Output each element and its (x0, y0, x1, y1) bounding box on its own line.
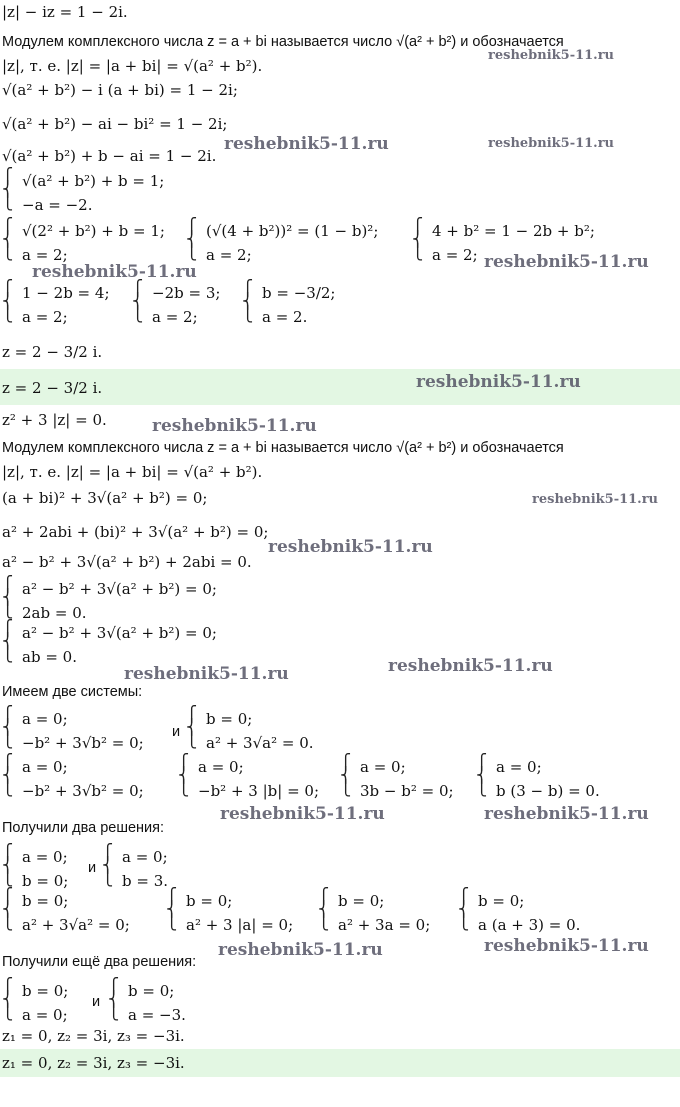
brace-icon: ⎧ ⎨ ⎩ (2, 977, 14, 1021)
brace-icon: ⎧ ⎨ ⎩ (2, 887, 14, 931)
brace-icon: ⎧ ⎨ ⎩ (2, 619, 14, 663)
brace-icon: ⎧ ⎨ ⎩ (186, 217, 198, 261)
text-line: Получили два решения: (2, 820, 165, 836)
equation-line: (a + bi)² + 3√(a² + b²) = 0; (2, 489, 208, 507)
text-line: Модулем комплексного числа z = a + bi называется число √(a² + b²) и обозначается (2, 440, 564, 456)
brace-icon: ⎧ ⎨ ⎩ (2, 705, 14, 749)
brace-icon: ⎧ ⎨ ⎩ (102, 843, 114, 887)
watermark: reshebnik5-11.ru (532, 492, 659, 507)
brace-icon: ⎧ ⎨ ⎩ (166, 887, 178, 931)
conjunction-and: и (88, 860, 97, 876)
watermark: reshebnik5-11.ru (484, 936, 649, 956)
brace-icon: ⎧ ⎨ ⎩ (178, 753, 190, 797)
equation-line: √(a² + b²) − i (a + bi) = 1 − 2i; (2, 81, 238, 99)
watermark: reshebnik5-11.ru (220, 804, 385, 824)
watermark: reshebnik5-11.ru (268, 537, 433, 557)
brace-icon: ⎧ ⎨ ⎩ (2, 279, 14, 323)
answer-line: z = 2 − 3/2 i. (2, 379, 103, 397)
brace-icon: ⎧ ⎨ ⎩ (476, 753, 488, 797)
watermark: reshebnik5-11.ru (488, 48, 615, 63)
brace-icon: ⎧ ⎨ ⎩ (108, 977, 120, 1021)
brace-icon: ⎧ ⎨ ⎩ (2, 217, 14, 261)
equation-line: |z|, т. е. |z| = |a + bi| = √(a² + b²). (2, 463, 263, 481)
text-line: Имеем две системы: (2, 684, 143, 700)
watermark: reshebnik5-11.ru (32, 262, 197, 282)
watermark: reshebnik5-11.ru (416, 372, 581, 392)
brace-icon: ⎧ ⎨ ⎩ (2, 753, 14, 797)
brace-icon: ⎧ ⎨ ⎩ (186, 705, 198, 749)
equation-line: z² + 3 |z| = 0. (2, 411, 107, 429)
brace-icon: ⎧ ⎨ ⎩ (2, 167, 14, 211)
conjunction-and: и (172, 724, 181, 740)
brace-icon: ⎧ ⎨ ⎩ (132, 279, 144, 323)
equation-line: √(a² + b²) − ai − bi² = 1 − 2i; (2, 115, 228, 133)
conjunction-and: и (92, 994, 101, 1010)
equation-line: a² + 2abi + (bi)² + 3√(a² + b²) = 0; (2, 523, 269, 541)
brace-icon: ⎧ ⎨ ⎩ (340, 753, 352, 797)
brace-icon: ⎧ ⎨ ⎩ (242, 279, 254, 323)
answer-line: z₁ = 0, z₂ = 3i, z₃ = −3i. (2, 1027, 185, 1045)
answer-line: z = 2 − 3/2 i. (2, 343, 103, 361)
watermark: reshebnik5-11.ru (484, 252, 649, 272)
text-line: Модулем комплексного числа z = a + bi называется число √(a² + b²) и обозначается (2, 34, 564, 50)
brace-icon: ⎧ ⎨ ⎩ (2, 843, 14, 887)
watermark: reshebnik5-11.ru (488, 136, 615, 151)
brace-icon: ⎧ ⎨ ⎩ (2, 575, 14, 619)
watermark: reshebnik5-11.ru (218, 940, 383, 960)
watermark: reshebnik5-11.ru (224, 134, 389, 154)
brace-icon: ⎧ ⎨ ⎩ (458, 887, 470, 931)
brace-icon: ⎧ ⎨ ⎩ (318, 887, 330, 931)
watermark: reshebnik5-11.ru (484, 804, 649, 824)
equation-line: |z|, т. е. |z| = |a + bi| = √(a² + b²). (2, 57, 263, 75)
brace-icon: ⎧ ⎨ ⎩ (412, 217, 424, 261)
watermark: reshebnik5-11.ru (124, 664, 289, 684)
equation-line: √(a² + b²) + b − ai = 1 − 2i. (2, 147, 217, 165)
equation-line: |z| − iz = 1 − 2i. (2, 3, 128, 21)
watermark: reshebnik5-11.ru (388, 656, 553, 676)
equation-line: a² − b² + 3√(a² + b²) + 2abi = 0. (2, 553, 252, 571)
answer-line: z₁ = 0, z₂ = 3i, z₃ = −3i. (2, 1054, 185, 1072)
text-line: Получили ещё два решения: (2, 954, 197, 970)
watermark: reshebnik5-11.ru (152, 416, 317, 436)
